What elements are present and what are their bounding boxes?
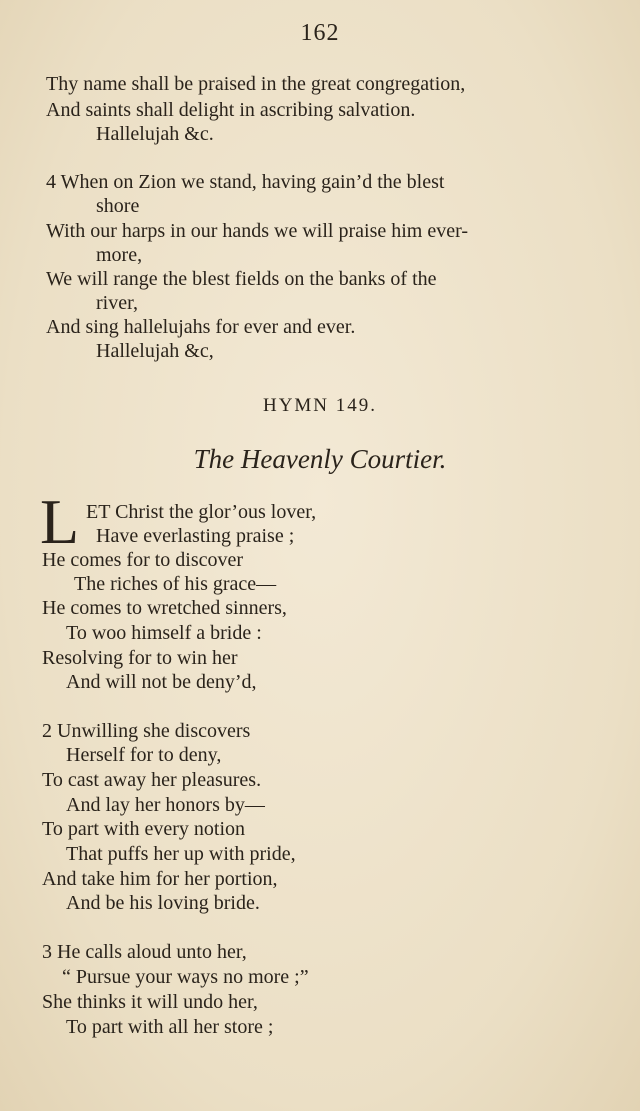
verse-line: Have everlasting praise ; [96, 525, 295, 547]
verse-line: To woo himself a bride : [66, 622, 262, 644]
verse-line: And will not be deny’d, [66, 671, 257, 693]
refrain-line: Hallelujah &c, [96, 340, 214, 362]
verse-line: And be his loving bride. [66, 892, 260, 914]
verse-line: Thy name shall be praised in the great congregation, [46, 73, 466, 95]
verse-line: He comes for to discover [42, 549, 244, 571]
verse-line: shore [96, 195, 140, 217]
verse-line: And saints shall delight in ascribing salvation. [46, 99, 416, 121]
verse-line: With our harps in our hands we will praise him ever- [46, 220, 469, 242]
hymn-title: HYMN 149. [262, 395, 378, 416]
verse-line: Herself for to deny, [66, 744, 222, 766]
verse-line: Resolving for to win her [42, 647, 238, 669]
verse-line: ET Christ the glor’ous lover, [86, 501, 317, 523]
page-number: 162 [300, 20, 340, 46]
verse-line: That puffs her up with pride, [66, 843, 296, 865]
verse-line: To cast away her pleasures. [42, 769, 262, 791]
verse-line: And take him for her portion, [42, 868, 278, 890]
hymn-subtitle: The Heavenly Courtier. [193, 444, 447, 474]
verse-line: She thinks it will undo her, [42, 991, 258, 1013]
verse-line: And sing hallelujahs for ever and ever. [46, 316, 356, 338]
verse-line: river, [96, 292, 138, 314]
verse-line: 4 When on Zion we stand, having gain’d the blest [46, 171, 445, 193]
verse-line: And lay her honors by— [66, 794, 265, 816]
verse-line: 2 Unwilling she discovers [42, 720, 251, 742]
verse-line: To part with every notion [42, 818, 245, 840]
drop-cap: L [40, 486, 80, 557]
verse-line: To part with all her store ; [66, 1016, 274, 1038]
verse-line: 3 He calls aloud unto her, [42, 941, 247, 963]
verse-line: more, [96, 244, 143, 266]
verse-line: “ Pursue your ways no more ;” [62, 966, 309, 988]
verse-line: The riches of his grace— [74, 573, 277, 595]
verse-line: He comes to wretched sinners, [42, 597, 287, 619]
verse-line: We will range the blest fields on the banks of the [46, 268, 437, 290]
refrain-line: Hallelujah &c. [96, 123, 214, 145]
